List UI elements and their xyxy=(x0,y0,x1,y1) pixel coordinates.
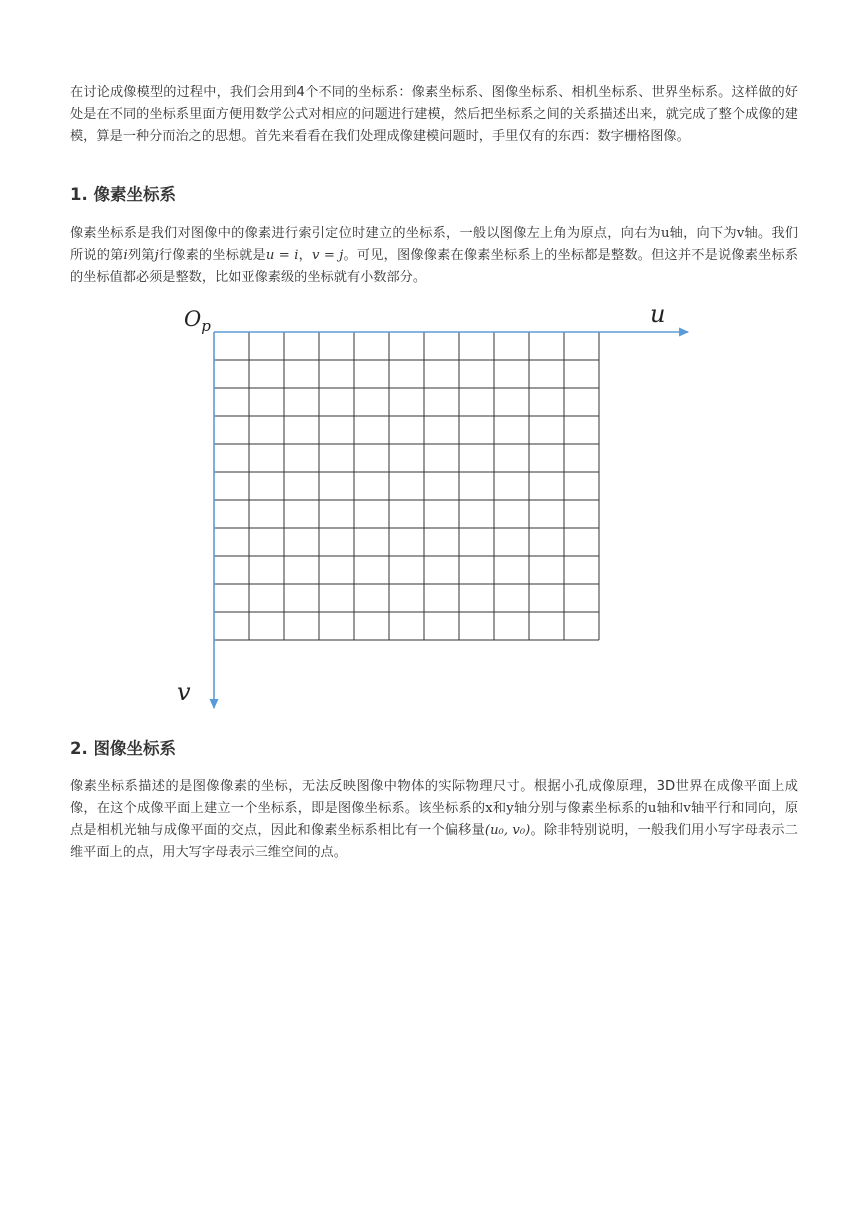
text-segment: 轴，向下为 xyxy=(669,226,737,241)
text-segment: 和 xyxy=(492,801,507,816)
intro-paragraph: 在讨论成像模型的过程中，我们会用到4个不同的坐标系：像素坐标系、图像坐标系、相机坐标系、世界坐标系。这样做的好处是在不同的坐标系里面方便用数学公式对相应的问题进行建模，然后把坐标系之间的关系描述出来，就完成了整个成像的建模，算是一种分而治之的思想。首先来看看在我们处理成像建模问题时，手里仅有的东西：数字栅格图像。 xyxy=(70,85,798,144)
math-symbol-v: v xyxy=(683,801,691,816)
text-segment: 轴平行和同向，原点是相机光轴与成像平面的交点，因此和像素坐标系相比有一个偏移量 xyxy=(70,801,799,838)
text-segment: 像素坐标系描述的是图像像素的坐标，无法反映图像中物体的实际物理尺寸。根据小孔成像原理，3D世界在成像平面上成像，在这个成像平面上建立一个坐标系，即是图像坐标系。该坐标系的 xyxy=(70,779,798,816)
text-segment: 轴和 xyxy=(656,801,684,816)
math-symbol-x: x xyxy=(485,801,493,816)
math-symbol-j: j xyxy=(154,248,159,263)
text-segment: 行像素的坐标就是 xyxy=(158,248,266,263)
text-segment: 。可见，图像像素在像素坐标系上的坐标都是整数。但这并不是说像素坐标系的坐标值都必须是整数，比如亚像素级的坐标就有小数部分。 xyxy=(70,248,799,285)
text-segment: 列第 xyxy=(127,248,155,263)
pixel-grid xyxy=(214,332,599,640)
text-segment: 像素坐标系是我们对图像中的像素进行索引定位时建立的坐标系，一般以图像左上角为原点，向右为 xyxy=(70,226,661,241)
math-equation-v-j: v = j xyxy=(312,248,344,263)
math-symbol-y: y xyxy=(506,801,514,816)
math-symbol-v: v xyxy=(736,226,745,241)
math-symbol-i: i xyxy=(123,248,128,263)
text-segment: 。除非特别说明，一般我们用小写字母表示二维平面上的点，用大写字母表示三维空间的点。 xyxy=(70,823,798,860)
math-equation-u-i: u = i xyxy=(265,248,299,263)
text-segment: 轴分别与像素坐标系的 xyxy=(513,801,648,816)
pixel-coordinates-paragraph xyxy=(70,223,798,289)
text-segment: ， xyxy=(298,248,312,263)
section-heading-image-coordinates: 2. 图像坐标系 xyxy=(70,739,176,758)
math-symbol-u: u xyxy=(660,226,670,241)
v-axis-label: v xyxy=(177,678,191,706)
origin-label: $O_p$ xyxy=(184,307,211,335)
image-coordinates-paragraph xyxy=(70,776,798,864)
text-segment: 轴。我们所说的第 xyxy=(70,226,799,263)
u-axis-label: u xyxy=(650,300,666,328)
pixel-coordinate-figure xyxy=(177,298,710,718)
math-offset-u0-v0: (u₀, v₀) xyxy=(484,823,531,838)
math-symbol-u: u xyxy=(647,801,657,816)
section-heading-pixel-coordinates: 1. 像素坐标系 xyxy=(70,185,176,204)
